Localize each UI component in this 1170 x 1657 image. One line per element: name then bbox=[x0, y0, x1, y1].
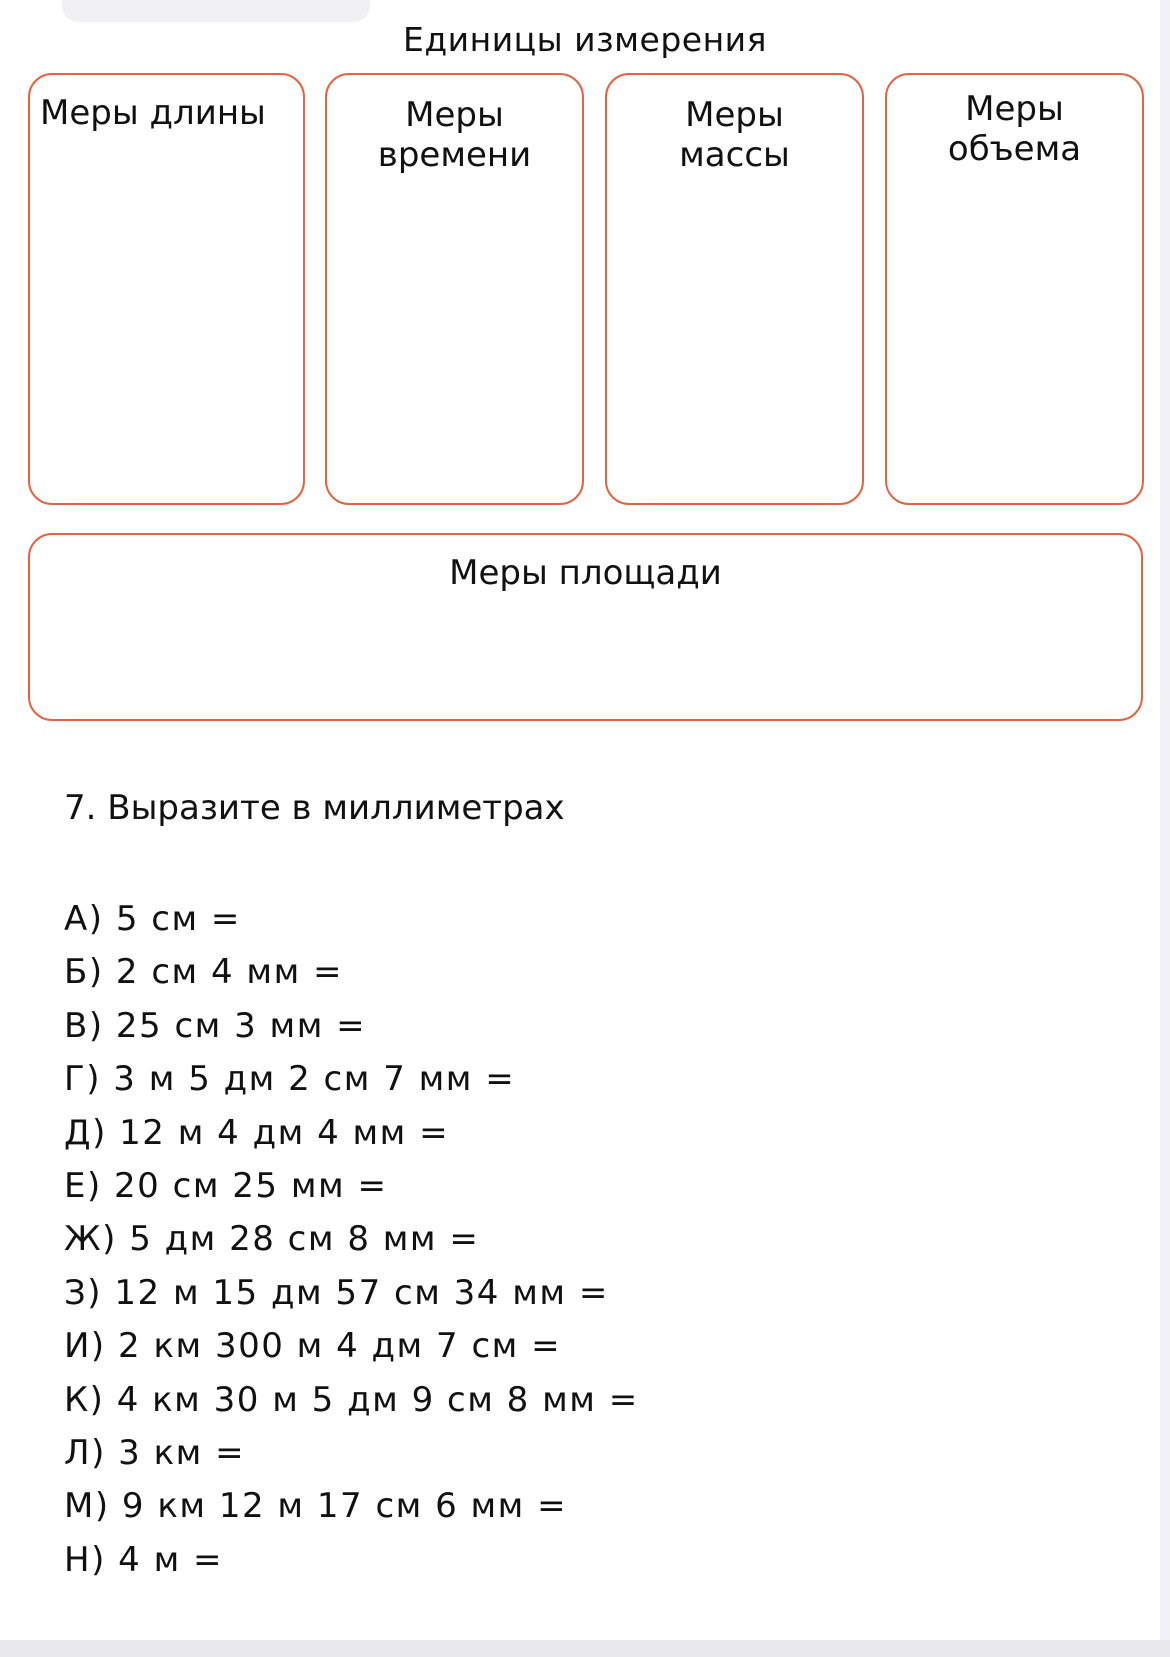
box-time-label: Меры времени bbox=[377, 95, 532, 175]
task-item: Н) 4 м = bbox=[64, 1539, 224, 1580]
task-item: З) 12 м 15 дм 57 см 34 мм = bbox=[64, 1272, 609, 1313]
task-item: Б) 2 см 4 мм = bbox=[64, 952, 344, 993]
box-length-units bbox=[28, 73, 305, 505]
box-mass-units bbox=[605, 73, 864, 505]
task-item: В) 25 см 3 мм = bbox=[64, 1005, 367, 1046]
task-item: Л) 3 км = bbox=[64, 1432, 246, 1473]
box-volume-label: Меры объема bbox=[947, 89, 1082, 169]
task-item: А) 5 см = bbox=[64, 899, 241, 939]
task-list bbox=[64, 893, 639, 1587]
task-item: Ж) 5 дм 28 см 8 мм = bbox=[64, 1219, 480, 1260]
box-area-units bbox=[28, 533, 1143, 721]
task-item: Е) 20 см 25 мм = bbox=[64, 1165, 388, 1206]
task-item: Д) 12 м 4 дм 4 мм = bbox=[64, 1112, 450, 1153]
box-length-label: Меры длины bbox=[40, 93, 266, 133]
box-time-units bbox=[325, 73, 584, 505]
task-item: М) 9 км 12 м 17 см 6 мм = bbox=[64, 1486, 568, 1527]
task-item: К) 4 км 30 м 5 дм 9 см 8 мм = bbox=[64, 1379, 639, 1420]
top-tab bbox=[62, 0, 370, 22]
box-area-label: Меры площади bbox=[449, 553, 722, 593]
box-volume-units bbox=[885, 73, 1144, 505]
bottom-strip bbox=[0, 1640, 1170, 1657]
box-mass-label: Меры массы bbox=[679, 95, 790, 175]
task-item: Г) 3 м 5 дм 2 см 7 мм = bbox=[64, 1059, 516, 1100]
task-heading: 7. Выразите в миллиметрах bbox=[64, 788, 565, 828]
task-item: И) 2 км 300 м 4 дм 7 см = bbox=[64, 1326, 562, 1367]
page-title: Единицы измерения bbox=[403, 20, 767, 59]
